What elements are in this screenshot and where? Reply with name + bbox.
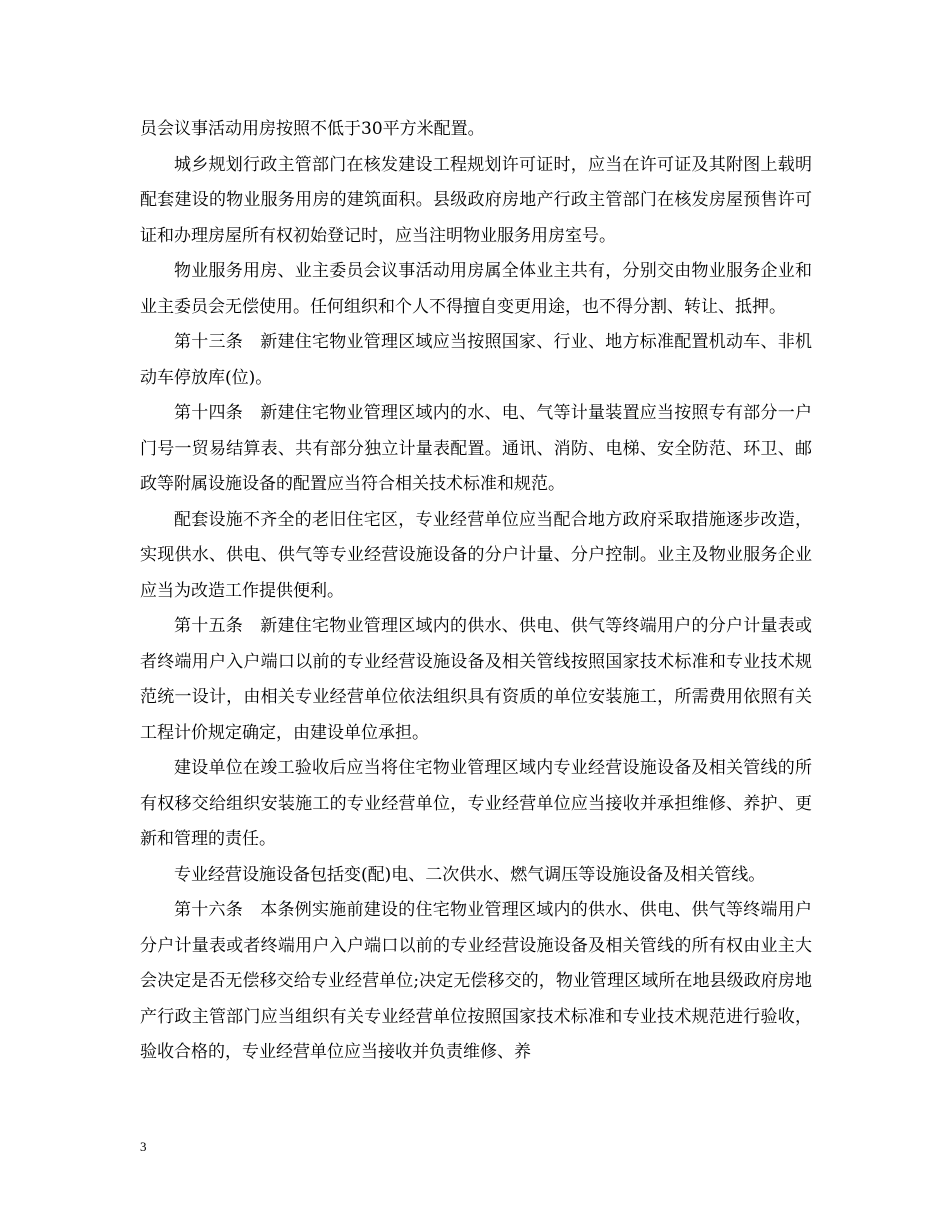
article-13-paragraph: 第十三条 新建住宅物业管理区域应当按照国家、行业、地方标准配置机动车、非机动车停放库(位)。: [140, 332, 812, 388]
paragraph: 配套设施不齐全的老旧住宅区，专业经营单位应当配合地方政府采取措施逐步改造，实现供水、供电、供气等专业经营设施设备的分户计量、分户控制。业主及物业服务企业应当为改造工作提供便利。: [140, 509, 812, 601]
paragraph: 员会议事活动用房按照不低于30平方米配置。: [140, 119, 485, 139]
article-14-paragraph: 第十四条 新建住宅物业管理区域内的水、电、气等计量装置应当按照专有部分一户门号一贸易结算表、共有部分独立计量表配置。通讯、消防、电梯、安全防范、环卫、邮政等附属设施设备的配置应当符合相关技术标准和规范。: [140, 403, 812, 494]
paragraph: 物业服务用房、业主委员会议事活动用房属全体业主共有，分别交由物业服务企业和业主委员会无偿使用。任何组织和个人不得擅自变更用途，也不得分割、转让、抵押。: [140, 261, 812, 317]
page-number: 3: [140, 1139, 147, 1154]
document-body: [140, 112, 812, 1071]
article-16-paragraph: 第十六条 本条例实施前建设的住宅物业管理区域内的供水、供电、供气等终端用户分户计量表或者终端用户入户端口以前的专业经营设施设备及相关管线的所有权由业主大会决定是否无偿移交给专业经营单位;决定无偿移交的，物业管理区域所在地县级政府房地产行政主管部门应当组织有关专业经营单位按照国家技术标准和专业技术规范进行验收，验收合格的，专业经营单位应当接收并负责维修、养: [140, 900, 812, 1062]
article-15-paragraph: 第十五条 新建住宅物业管理区域内的供水、供电、供气等终端用户的分户计量表或者终端用户入户端口以前的专业经营设施设备及相关管线按照国家技术标准和专业技术规范统一设计，由相关专业经营单位依法组织具有资质的单位安装施工，所需费用依照有关工程计价规定确定，由建设单位承担。: [140, 616, 812, 743]
paragraph: 专业经营设施设备包括变(配)电、二次供水、燃气调压等设施设备及相关管线。: [174, 864, 766, 885]
paragraph: 城乡规划行政主管部门在核发建设工程规划许可证时，应当在许可证及其附图上载明配套建设的物业服务用房的建筑面积。县级政府房地产行政主管部门在核发房屋预售许可证和办理房屋所有权初始登记时，应当注明物业服务用房室号。: [140, 154, 812, 246]
paragraph: 建设单位在竣工验收后应当将住宅物业管理区域内专业经营设施设备及相关管线的所有权移交给组织安装施工的专业经营单位，专业经营单位应当接收并承担维修、养护、更新和管理的责任。: [140, 758, 812, 849]
